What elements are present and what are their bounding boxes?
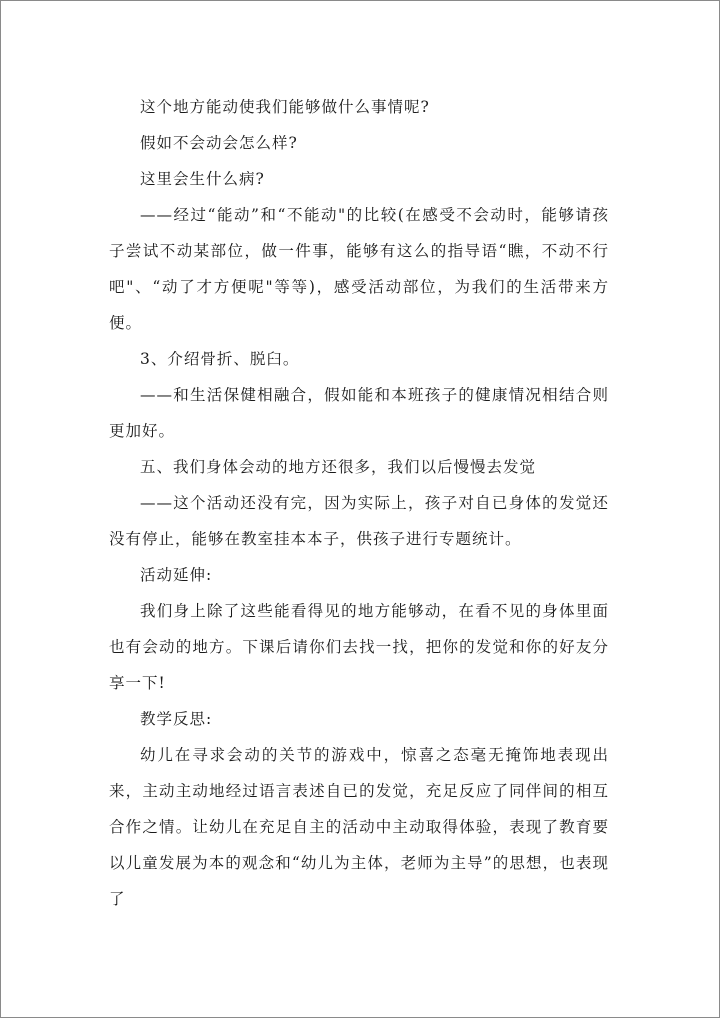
paragraph: 这个地方能动使我们能够做什么事情呢?	[140, 98, 430, 116]
section-heading: 教学反思:	[140, 710, 213, 728]
paragraph: 这里会生什么病?	[140, 170, 265, 188]
paragraph: 3、介绍骨折、脱臼。	[140, 350, 300, 368]
paragraph: ——经过“能动”和“不能动"的比较(在感受不会动时，能够请孩子尝试不动某部位，做一件事，能够有这么的指导语“瞧，不动不行吧"、“动了才方便呢"等等)，感受活动部位，为我们的生活带来方便。	[109, 206, 609, 332]
paragraph: ——和生活保健相融合，假如能和本班孩子的健康情况相结合则更加好。	[109, 386, 609, 440]
paragraph: ——这个活动还没有完，因为实际上，孩子对自已身体的发觉还没有停止，能够在教室挂本本子，供孩子进行专题统计。	[109, 494, 609, 548]
document-body	[109, 89, 609, 917]
paragraph: 幼儿在寻求会动的关节的游戏中，惊喜之态毫无掩饰地表现出来，主动主动地经过语言表述自已的发觉，充足反应了同伴间的相互合作之情。让幼儿在充足自主的活动中主动取得体验，表现了教育要以儿童发展为本的观念和“幼儿为主体，老师为主导”的思想，也表现了	[109, 746, 609, 908]
paragraph: 我们身上除了这些能看得见的地方能够动，在看不见的身体里面也有会动的地方。下课后请你们去找一找，把你的发觉和你的好友分享一下!	[109, 602, 609, 692]
section-heading: 活动延伸:	[140, 566, 213, 584]
section-heading: 五、我们身体会动的地方还很多，我们以后慢慢去发觉	[140, 458, 537, 476]
paragraph: 假如不会动会怎么样?	[140, 134, 298, 152]
